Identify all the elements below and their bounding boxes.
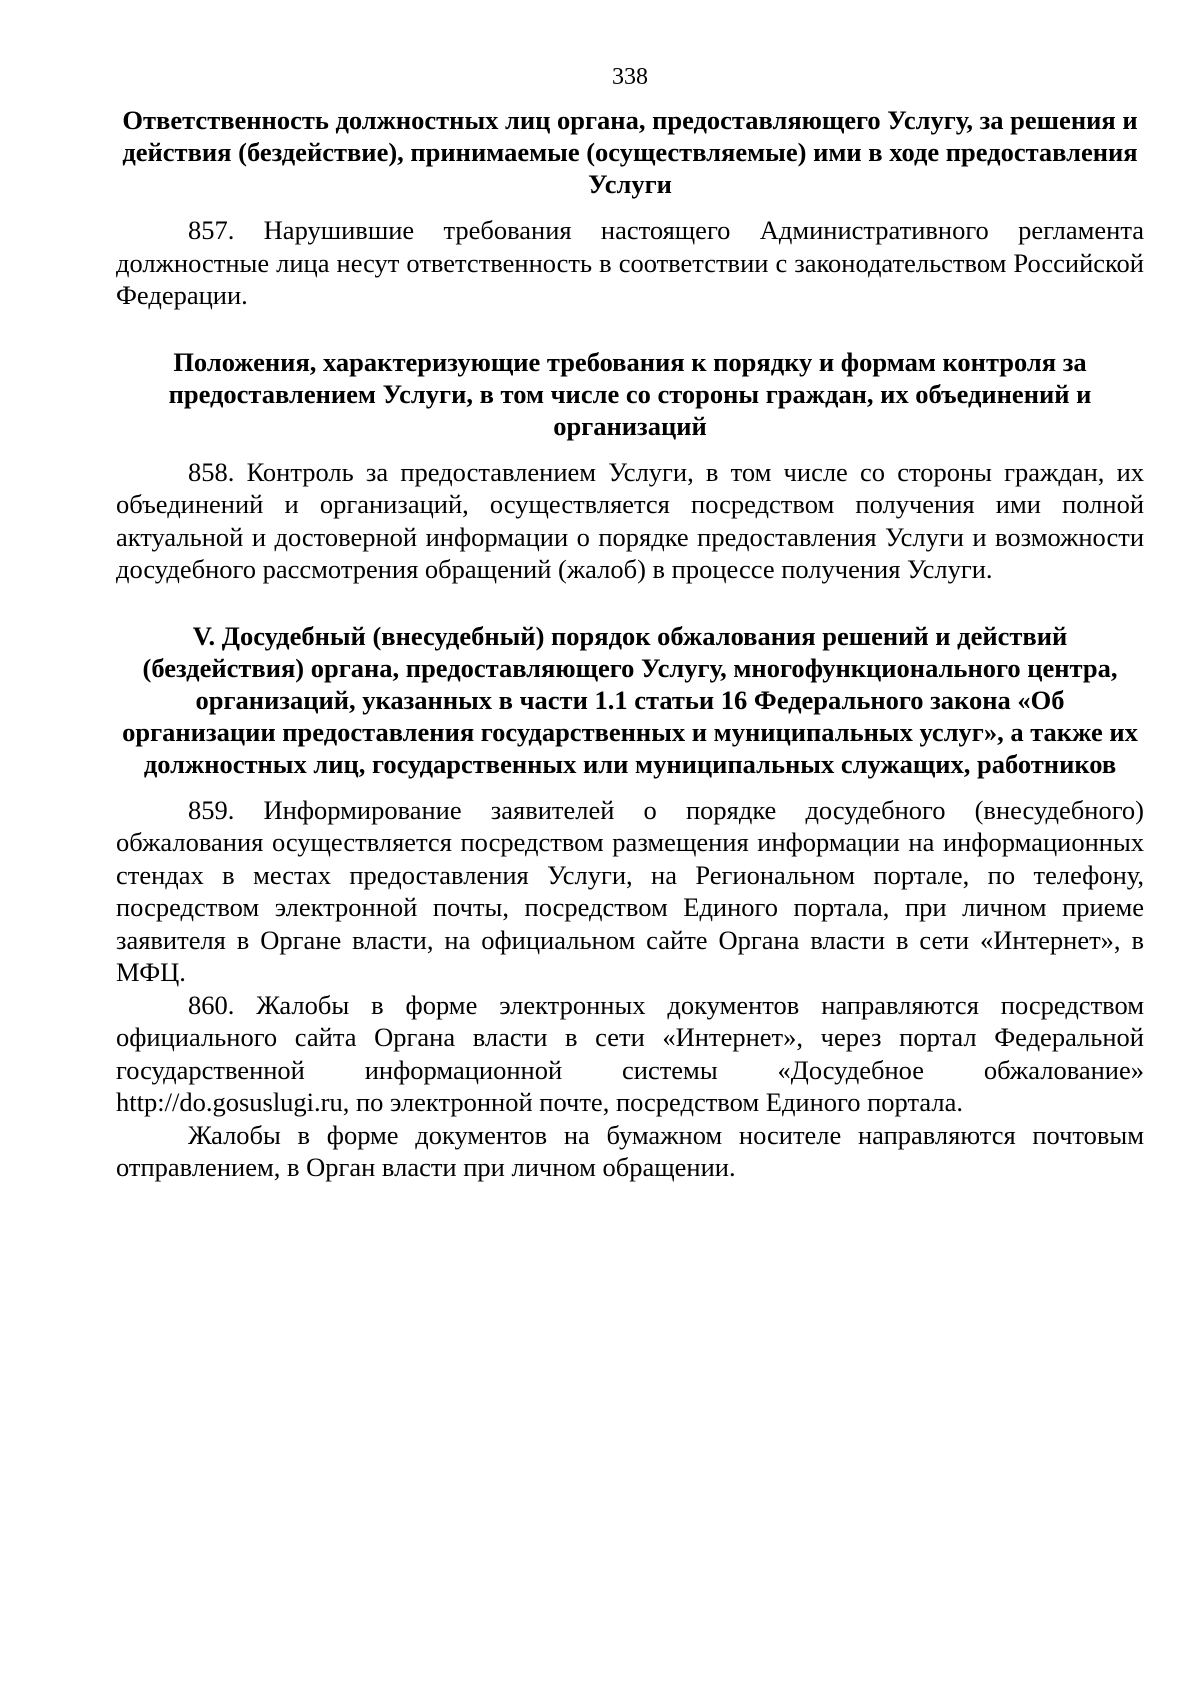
section-heading-control: Положения, характеризующие требования к порядку и формам контроля за предоставлением Услуги, в том числе со стороны граждан, их объединений и организаций (168, 346, 1092, 441)
paragraph-858: 858. Контроль за предоставлением Услуги, в том числе со стороны граждан, их объединений и организаций, осуществляется посредством получения ими полной актуальной и достоверной информации о порядке предоставления Услуги и возможности досудебного рассмотрения обращений (жалоб) в процессе получения Услуги. (116, 456, 1144, 584)
paragraph-857: 857. Нарушившие требования настоящего Административного регламента должностные лица несут ответственность в соответствии с законодательством Российской Федерации. (116, 215, 1144, 310)
paragraph-860: 860. Жалобы в форме электронных документов направляются посредством официального сайта Органа власти в сети «Интернет», через портал Федеральной государственной информационной системы «Досудебное обжалование» http://do.gosuslugi.ru, по электронной почте, посредством Единого портала. (116, 989, 1144, 1117)
page-number: 338 (612, 64, 648, 90)
paragraph-859: 859. Информирование заявителей о порядке досудебного (внесудебного) обжалования осуществляется посредством размещения информации на информационных стендах в местах предоставления Услуги, на Региональном портале, по телефону, посредством электронной почты, посредством Единого портала, при личном приеме заявителя в Органе власти, на официальном сайте Органа власти в сети «Интернет», в МФЦ. (116, 794, 1144, 987)
document-page (116, 62, 1144, 1184)
paragraph-860-paper: Жалобы в форме документов на бумажном носителе направляются почтовым отправлением, в Орган власти при личном обращении. (116, 1119, 1144, 1182)
section-heading-appeal: V. Досудебный (внесудебный) порядок обжалования решений и действий (бездействия) органа, предоставляющего Услугу, многофункционального центра, организаций, указанных в части 1.1 статьи 16 Федерального закона «Об организации предоставления государственных и муниципальных услуг», а также их должностных лиц, государственных или муниципальных служащих, работников (122, 620, 1138, 779)
section-heading-responsibility: Ответственность должностных лиц органа, предоставляющего Услугу, за решения и действия (бездействие), принимаемые (осуществляемые) ими в ходе предоставления Услуги (122, 105, 1138, 199)
